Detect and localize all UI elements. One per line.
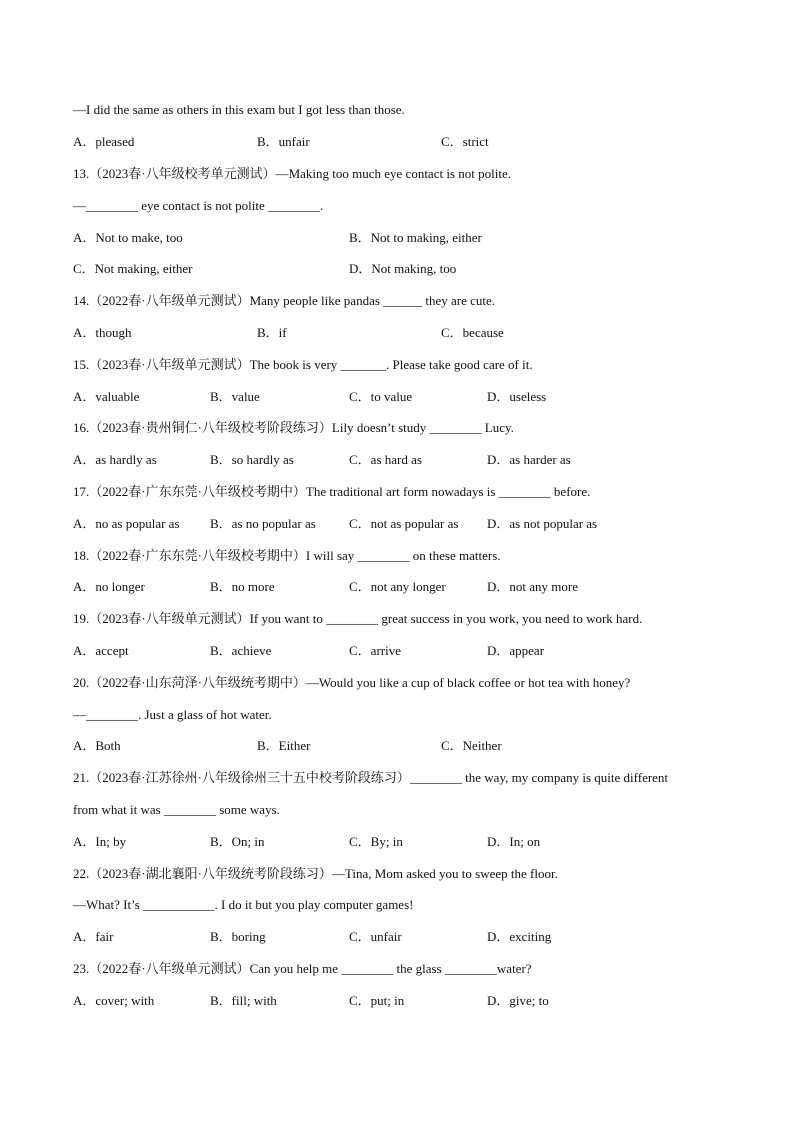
q13-option-d: D．Not making, too <box>349 261 457 276</box>
question-21-stem-cont: from what it was ________ some ways. <box>73 802 280 817</box>
q18-option-c: C．not any longer <box>349 579 446 594</box>
q16-option-b: B．so hardly as <box>210 452 294 467</box>
q22-option-d: D．exciting <box>487 929 552 944</box>
q18-option-d: D．not any more <box>487 579 578 594</box>
q19-option-c: C．arrive <box>349 643 401 658</box>
question-21-stem: 21.（2023春·江苏徐州·八年级徐州三十五中校考阶段练习）________ the way, my company is quite different <box>73 770 669 785</box>
q12-option-a: A．pleased <box>73 134 135 149</box>
question-13-stem: 13.（2023春·八年级校考单元测试）—Making too much eye contact is not polite. <box>73 166 511 181</box>
q18-option-b: B．no more <box>210 579 275 594</box>
q19-option-d: D．appear <box>487 643 545 658</box>
q13-option-c: C．Not making, either <box>73 261 193 276</box>
q13-option-b: B．Not to making, either <box>349 230 482 245</box>
question-22-response: —What? It’s ___________. I do it but you play computer games! <box>73 897 414 912</box>
q23-option-d: D．give; to <box>487 993 549 1008</box>
question-18-stem: 18.（2022春·广东东莞·八年级校考期中）I will say ________ on these matters. <box>73 548 501 563</box>
q12-option-c: C．strict <box>441 134 489 149</box>
q16-option-d: D．as harder as <box>487 452 571 467</box>
q15-option-d: D．useless <box>487 389 547 404</box>
q22-option-a: A．fair <box>73 929 114 944</box>
q18-option-a: A．no longer <box>73 579 145 594</box>
q17-option-c: C．not as popular as <box>349 516 459 531</box>
q14-option-b: B．if <box>257 325 287 340</box>
q16-option-c: C．as hard as <box>349 452 422 467</box>
question-20-response: —________. Just a glass of hot water. <box>73 707 272 722</box>
q23-option-c: C．put; in <box>349 993 405 1008</box>
q20-option-c: C．Neither <box>441 738 502 753</box>
q17-option-b: B．as no popular as <box>210 516 316 531</box>
q21-option-c: C．By; in <box>349 834 403 849</box>
q21-option-a: A．In; by <box>73 834 127 849</box>
q15-option-b: B．value <box>210 389 260 404</box>
q15-option-c: C．to value <box>349 389 413 404</box>
q23-option-b: B．fill; with <box>210 993 277 1008</box>
question-22-stem: 22.（2023春·湖北襄阳·八年级统考阶段练习）—Tina, Mom asked you to sweep the floor. <box>73 866 558 881</box>
q20-option-a: A．Both <box>73 738 121 753</box>
q21-option-d: D．In; on <box>487 834 541 849</box>
question-12-stem: —I did the same as others in this exam but I got less than those. <box>73 102 405 117</box>
question-20-stem: 20.（2022春·山东菏泽·八年级统考期中）—Would you like a cup of black coffee or hot tea with honey? <box>73 675 631 690</box>
q12-option-b: B．unfair <box>257 134 310 149</box>
q17-option-a: A．no as popular as <box>73 516 180 531</box>
question-17-stem: 17.（2022春·广东东莞·八年级校考期中）The traditional art form nowadays is ________ before. <box>73 484 591 499</box>
question-23-stem: 23.（2022春·八年级单元测试）Can you help me ________ the glass ________water? <box>73 961 532 976</box>
q14-option-a: A．though <box>73 325 132 340</box>
question-13-response: —________ eye contact is not polite ________. <box>73 198 324 213</box>
q14-option-c: C．because <box>441 325 504 340</box>
question-16-stem: 16.（2023春·贵州铜仁·八年级校考阶段练习）Lily doesn’t study ________ Lucy. <box>73 420 514 435</box>
q21-option-b: B．On; in <box>210 834 265 849</box>
q17-option-d: D．as not popular as <box>487 516 598 531</box>
question-14-stem: 14.（2022春·八年级单元测试）Many people like pandas ______ they are cute. <box>73 293 496 308</box>
question-15-stem: 15.（2023春·八年级单元测试）The book is very _______. Please take good care of it. <box>73 357 533 372</box>
q15-option-a: A．valuable <box>73 389 140 404</box>
question-19-stem: 19.（2023春·八年级单元测试）If you want to ________ great success in you work, you need to work hard. <box>73 611 643 626</box>
q22-option-b: B．boring <box>210 929 266 944</box>
q13-option-a: A．Not to make, too <box>73 230 183 245</box>
q19-option-b: B．achieve <box>210 643 272 658</box>
q23-option-a: A．cover; with <box>73 993 155 1008</box>
q22-option-c: C．unfair <box>349 929 402 944</box>
q20-option-b: B．Either <box>257 738 311 753</box>
q19-option-a: A．accept <box>73 643 129 658</box>
q16-option-a: A．as hardly as <box>73 452 157 467</box>
